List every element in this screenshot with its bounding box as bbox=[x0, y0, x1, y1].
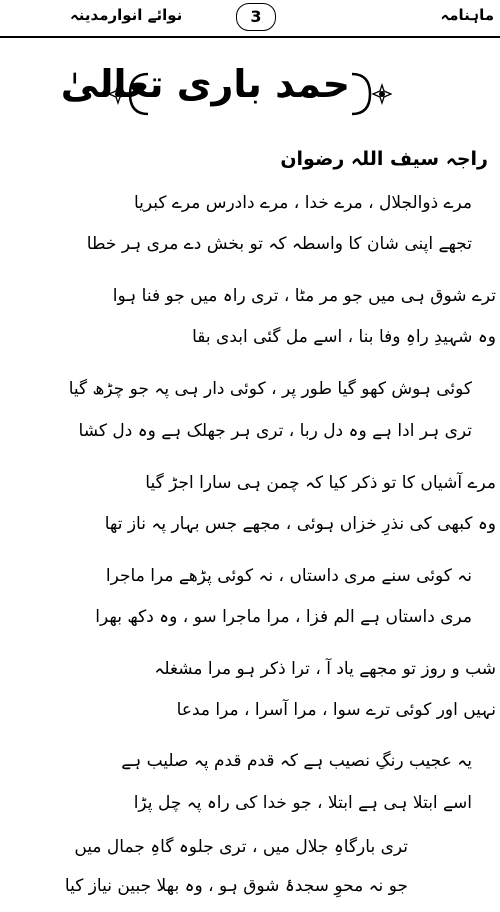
right-ornament-icon bbox=[348, 72, 392, 116]
verse-line: مرے آشیاں کا تو ذکر کیا کہ چمن ہی سارا اجڑ گیا bbox=[145, 473, 496, 493]
page-header bbox=[0, 0, 500, 38]
verse-line: وہ شہیدِ راہِ وفا بنا ، اسے مل گئی ابدی بقا bbox=[192, 327, 496, 347]
magazine-label: ماہنامہ bbox=[440, 6, 494, 24]
verse-line: یہ عجیب رنگِ نصیب ہے کہ قدم قدم پہ صلیب ہے bbox=[121, 751, 472, 771]
verse-line: نہیں اور کوئی ترے سوا ، مرا آسرا ، مرا مدعا bbox=[176, 700, 496, 720]
verse-line: نہ کوئی سنے مری داستاں ، نہ کوئی پڑھے مرا ماجرا bbox=[105, 566, 472, 586]
author-name: راجہ سیف اللہ رضوان bbox=[280, 148, 488, 170]
verse-line: تری ہر ادا ہے وہ دل ربا ، تری ہر جھلک ہے وہ دل کشا bbox=[78, 421, 472, 441]
verse-line: تجھے اپنی شان کا واسطہ کہ تو بخش دے مری ہر خطا bbox=[86, 234, 472, 254]
verse-line: وہ کبھی کی نذرِ خزاں ہوئی ، مجھے جس بہار پہ ناز تھا bbox=[104, 514, 496, 534]
verse-line: مرے ذوالجلال ، مرے خدا ، مرے دادرس مرے کبریا bbox=[133, 193, 472, 213]
verse-line: ترے شوق ہی میں جو مر مٹا ، تری راہ میں جو فنا ہوا bbox=[112, 286, 496, 306]
publication-name: نوائے انوارمدینہ bbox=[70, 6, 183, 24]
verse-line: جو نہ محوِ سجدۂ شوق ہو ، وہ بھلا جبین نیاز کیا bbox=[64, 876, 408, 896]
page-number: 3 bbox=[250, 7, 262, 26]
verse-line: اسے ابتلا ہی ہے ابتلا ، جو خدا کی راہ پہ چل پڑا bbox=[133, 793, 472, 813]
verse-line: مری داستاں ہے الم فزا ، مرا ماجرا سو ، وہ دکھ بھرا bbox=[95, 607, 472, 627]
verse-line: تری بارگاہِ جلال میں ، تری جلوہ گاہِ جمال میں bbox=[74, 837, 408, 857]
verse-line: کوئی ہوش کھو گیا طور پر ، کوئی دار ہی پہ جو چڑھ گیا bbox=[68, 379, 472, 399]
page-number-badge bbox=[236, 3, 276, 31]
verse-line: شب و روز تو مجھے یاد آ ، ترا ذکر ہو مرا مشغلہ bbox=[154, 659, 496, 679]
title-block bbox=[60, 58, 350, 128]
poem-title: حمد باری تعالیٰ bbox=[60, 62, 350, 106]
